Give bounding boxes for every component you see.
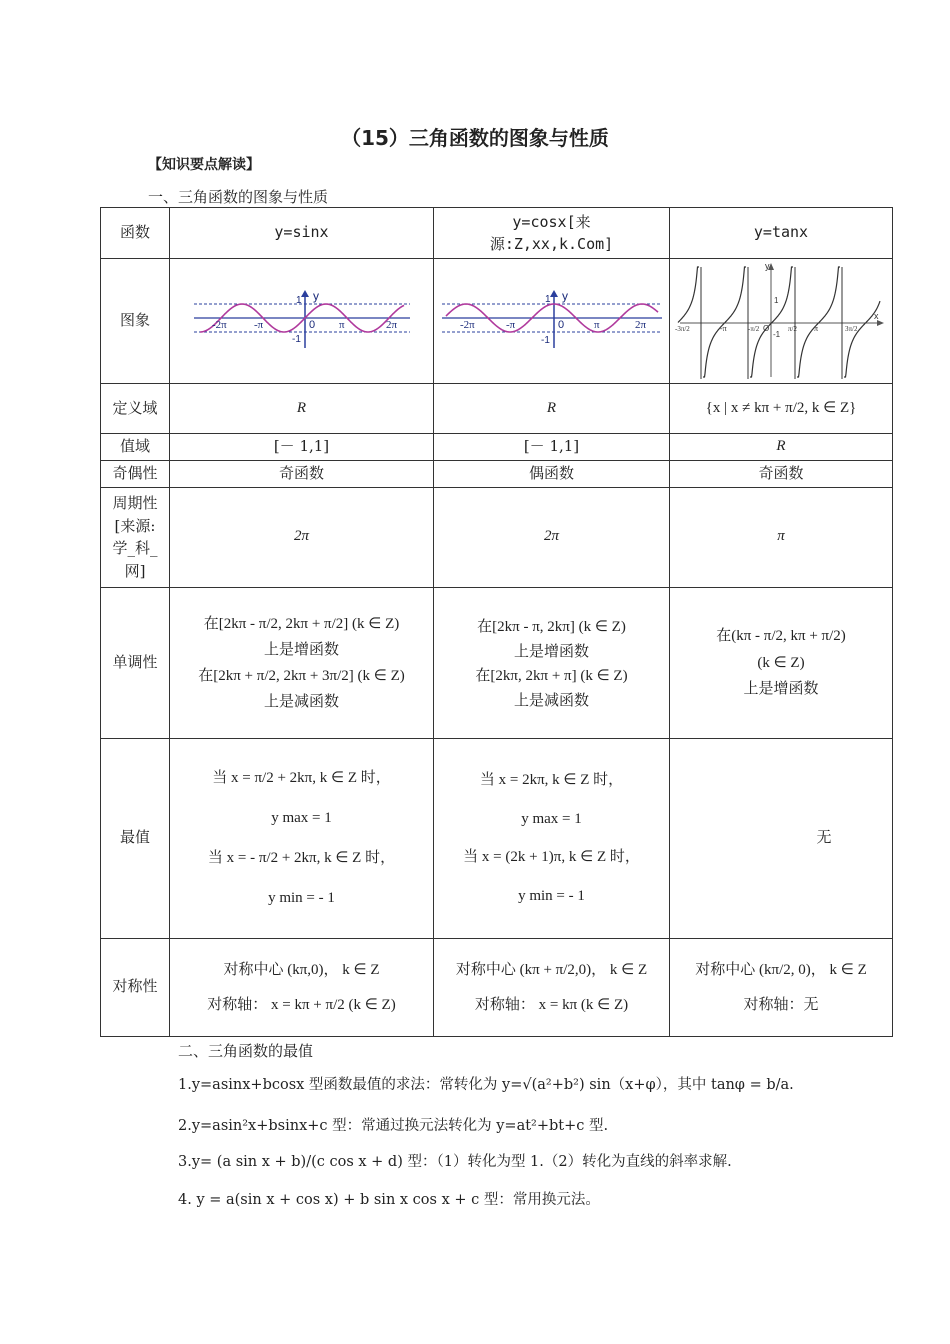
extrema-cos-3: 当 x = (2k + 1)π, k ∈ Z 时， — [463, 849, 640, 865]
sin-label-two-pi: 2π — [385, 319, 397, 331]
monotonic-sin-1: 在[2kπ - π/2, 2kπ + π/2] (k ∈ Z) — [203, 615, 400, 632]
sin-label-neg-pi: -π — [253, 319, 263, 331]
symmetry-tan-1: 对称中心 (kπ/2, 0)， k ∈ Z — [695, 961, 867, 978]
cos-graph-cell — [434, 259, 670, 384]
domain-cos: R — [434, 384, 670, 434]
symmetry-cos-2: 对称轴： x = kπ (k ∈ Z) — [474, 997, 629, 1013]
cos-label-y: y — [561, 290, 568, 303]
cos-label-neg-two-pi: -2π — [459, 319, 475, 331]
extrema-row — [101, 738, 893, 938]
extrema-tan: 无 — [670, 738, 893, 938]
tan-label-three-pi-half: 3π/2 — [845, 325, 858, 333]
label-monotonic: 单调性 — [101, 587, 170, 738]
symmetry-cos — [434, 938, 670, 1036]
label-range: 值域 — [101, 434, 170, 461]
cos-y-arrow — [550, 290, 558, 297]
extrema-sin-4: y min = - 1 — [268, 890, 335, 906]
label-period — [101, 487, 170, 587]
sin-label-one: 1 — [295, 295, 302, 306]
monotonic-row — [101, 587, 893, 738]
sin-label-neg-one: -1 — [291, 334, 301, 345]
monotonic-cos-3: 在[2kπ, 2kπ + π] (k ∈ Z) — [475, 667, 628, 684]
symmetry-sin-1: 对称中心 (kπ,0)， k ∈ Z — [223, 961, 380, 978]
trig-properties-table — [100, 207, 893, 1037]
cos-label-origin: 0 — [557, 319, 564, 331]
domain-sin: R — [170, 384, 434, 434]
sin-y-arrow — [301, 290, 309, 297]
tan-curve — [678, 267, 880, 377]
header-cos-text: y=cosx — [512, 212, 567, 231]
symmetry-sin-2: 对称轴： x = kπ + π/2 (k ∈ Z) — [207, 997, 396, 1013]
tan-graph-cell — [670, 259, 893, 384]
section-heading-2: 二、三角函数的最值 — [178, 1042, 314, 1060]
cos-label-one: 1 — [544, 294, 551, 305]
domain-tan: {x | x ≠ kπ + π/2, k ∈ Z} — [670, 384, 893, 434]
formula-1: 1.y=asinx+bcosx 型函数最值的求法：常转化为 y=√(a²+b²) sin（x+φ），其中 tanφ = b/a. — [178, 1077, 794, 1093]
header-cos — [434, 208, 670, 259]
monotonic-sin-2: 上是增函数 — [263, 640, 339, 658]
sin-graph — [192, 290, 412, 352]
tan-label-neg-pi-half: -π/2 — [748, 325, 760, 333]
section-heading-1: 一、三角函数的图象与性质 — [148, 188, 329, 206]
label-period-3: 学_科_ — [112, 539, 158, 557]
extrema-cos-4: y min = - 1 — [518, 887, 585, 904]
cos-label-two-pi: 2π — [634, 319, 646, 331]
sin-label-neg-two-pi: -2π — [211, 319, 227, 331]
label-domain: 定义域 — [101, 384, 170, 434]
extrema-sin-3: 当 x = - π/2 + 2kπ, k ∈ Z 时， — [207, 850, 396, 866]
period-tan: π — [670, 487, 893, 587]
parity-sin: 奇函数 — [170, 460, 434, 487]
sin-label-pi: π — [338, 319, 345, 331]
cos-label-pi: π — [593, 319, 600, 331]
label-symmetry: 对称性 — [101, 938, 170, 1036]
header-sin: y=sinx — [170, 208, 434, 259]
label-parity: 奇偶性 — [101, 460, 170, 487]
graph-row — [101, 259, 893, 384]
label-extrema: 最值 — [101, 738, 170, 938]
extrema-cos — [434, 738, 670, 938]
header-cos-source-a: [来 — [566, 212, 591, 231]
monotonic-cos-1: 在[2kπ - π, 2kπ] (k ∈ Z) — [477, 618, 626, 635]
formula-3: 3.y= (a sin x + b)/(c cos x + d) 型：（1）转化为型 1.（2）转化为直线的斜率求解. — [178, 1154, 732, 1170]
header-tan: y=tanx — [670, 208, 893, 259]
label-period-1: 周期性 — [112, 494, 158, 512]
range-sin: [－ 1,1] — [170, 434, 434, 461]
cos-label-neg-one: -1 — [540, 335, 550, 346]
tan-label-pi-half: π/2 — [788, 325, 797, 333]
range-tan: R — [670, 434, 893, 461]
monotonic-tan-1: 在(kπ - π/2, kπ + π/2) — [716, 628, 846, 645]
symmetry-cos-1: 对称中心 (kπ + π/2,0)， k ∈ Z — [455, 961, 648, 978]
monotonic-sin-3: 在[2kπ + π/2, 2kπ + 3π/2] (k ∈ Z) — [198, 667, 405, 684]
symmetry-tan-2: 对称轴：无 — [743, 997, 819, 1013]
header-cos-source-b: 源:Z,xx,k.Com] — [489, 235, 614, 253]
parity-cos: 偶函数 — [434, 460, 670, 487]
tan-label-neg-pi: -π — [720, 324, 727, 333]
symmetry-sin — [170, 938, 434, 1036]
monotonic-cos — [434, 587, 670, 738]
extrema-sin — [170, 738, 434, 938]
monotonic-tan-3: 上是增函数 — [743, 679, 819, 698]
tan-label-neg-one: -1 — [773, 330, 781, 339]
monotonic-tan — [670, 587, 893, 738]
header-func: 函数 — [101, 208, 170, 259]
tan-label-x: x — [874, 311, 879, 321]
parity-tan: 奇函数 — [670, 460, 893, 487]
tan-label-y: y — [765, 261, 770, 271]
extrema-sin-2: y max = 1 — [271, 810, 332, 826]
symmetry-row — [101, 938, 893, 1036]
period-sin: 2π — [170, 487, 434, 587]
sin-label-y: y — [312, 290, 319, 303]
monotonic-tan-2: (k ∈ Z) — [757, 654, 805, 671]
page-title: （15）三角函数的图象与性质 — [341, 126, 609, 150]
monotonic-sin — [170, 587, 434, 738]
extrema-cos-1: 当 x = 2kπ, k ∈ Z 时， — [479, 772, 624, 788]
formula-2: 2.y=asin²x+bsinx+c 型：常通过换元法转化为 y=at²+bt+c 型. — [178, 1118, 609, 1134]
cos-label-neg-pi: -π — [505, 319, 515, 331]
tan-label-one: 1 — [774, 296, 779, 305]
monotonic-cos-2: 上是增函数 — [513, 641, 589, 660]
header-row — [101, 208, 893, 259]
cos-graph — [440, 290, 664, 352]
tan-label-origin: O — [763, 324, 770, 333]
label-period-2: [来源: — [114, 516, 156, 535]
label-graph: 图象 — [101, 259, 170, 384]
sin-label-origin: 0 — [308, 319, 315, 331]
period-row — [101, 487, 893, 587]
extrema-sin-1: 当 x = π/2 + 2kπ, k ∈ Z 时， — [212, 770, 391, 786]
range-cos: [－ 1,1] — [434, 434, 670, 461]
label-period-4: 网] — [124, 561, 146, 580]
sin-graph-cell — [170, 259, 434, 384]
range-row — [101, 434, 893, 461]
tan-label-pi: π — [814, 324, 819, 333]
formula-4: 4. y = a(sin x + cos x) + b sin x cos x + c 型：常用换元法。 — [178, 1192, 600, 1208]
tan-label-neg-three-pi-half: -3π/2 — [675, 325, 690, 333]
subheading: 【知识要点解读】 — [148, 157, 260, 173]
extrema-cos-2: y max = 1 — [521, 810, 582, 827]
period-cos: 2π — [434, 487, 670, 587]
monotonic-sin-4: 上是减函数 — [263, 692, 339, 710]
tan-graph — [674, 261, 888, 381]
parity-row — [101, 460, 893, 487]
domain-row — [101, 384, 893, 434]
monotonic-cos-4: 上是减函数 — [513, 690, 589, 709]
symmetry-tan — [670, 938, 893, 1036]
